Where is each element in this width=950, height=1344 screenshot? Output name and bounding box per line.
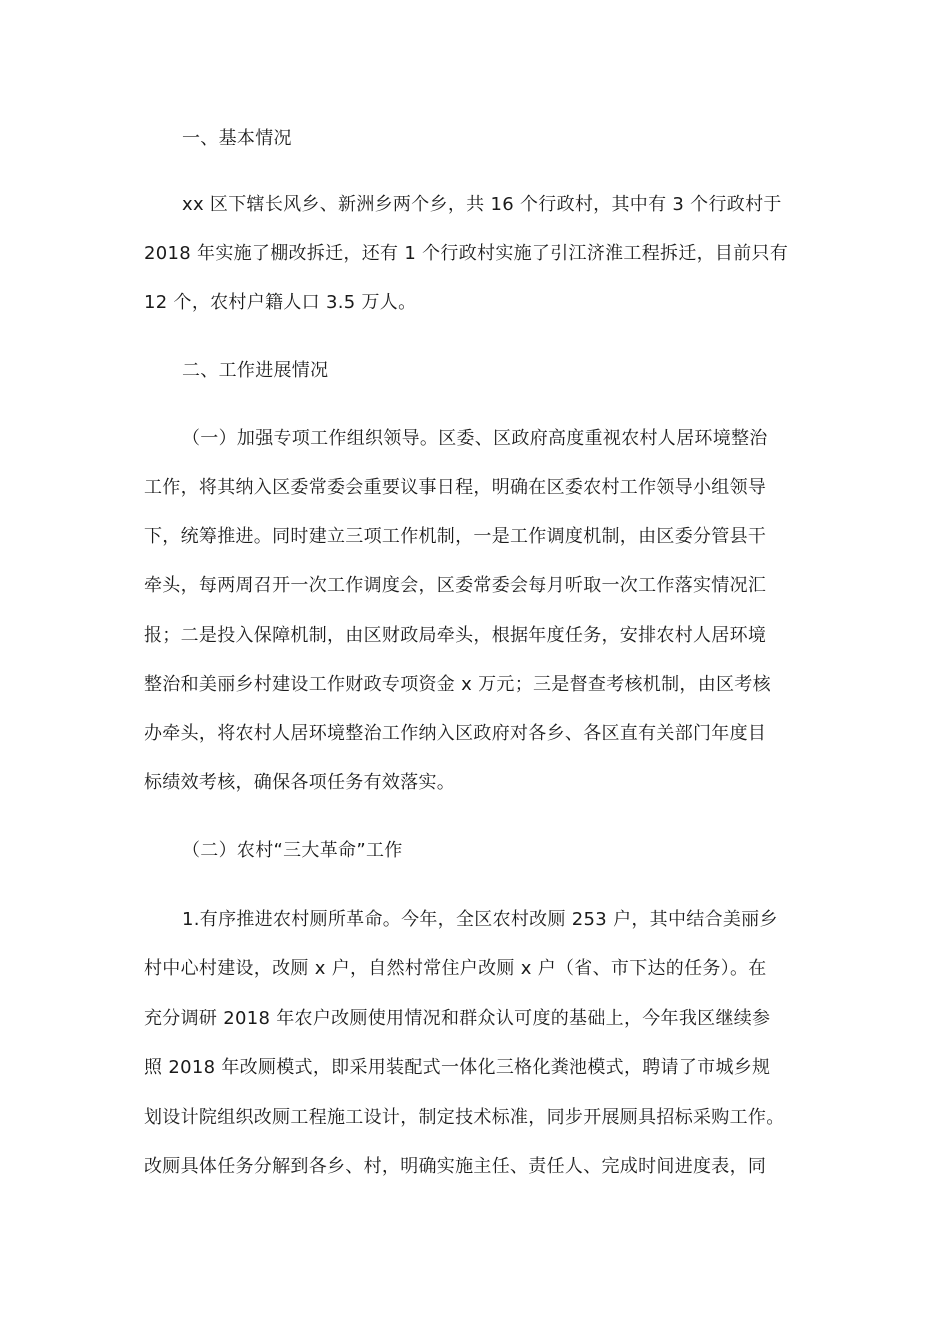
paragraph-line: 报；二是投入保障机制，由区财政局牵头，根据年度任务，安排农村人居环境: [144, 625, 767, 646]
paragraph-line: xx 区下辖长风乡、新洲乡两个乡，共 16 个行政村，其中有 3 个行政村于: [182, 194, 782, 215]
paragraph-line: 照 2018 年改厕模式，即采用装配式一体化三格化粪池模式，聘请了市城乡规: [144, 1057, 771, 1078]
paragraph-line: 下，统筹推进。同时建立三项工作机制，一是工作调度机制，由区委分管县干: [144, 526, 767, 547]
paragraph-line: 整治和美丽乡村建设工作财政专项资金 x 万元；三是督查考核机制，由区考核: [144, 674, 771, 695]
paragraph-line: 充分调研 2018 年农户改厕使用情况和群众认可度的基础上，今年我区继续参: [144, 1008, 771, 1029]
paragraph-line: 1.有序推进农村厕所革命。今年，全区农村改厕 253 户，其中结合美丽乡: [182, 909, 778, 930]
section-heading-progress: 二、工作进展情况: [182, 360, 329, 381]
section-heading-basic: 一、基本情况: [182, 128, 292, 149]
paragraph-line: 划设计院组织改厕工程施工设计，制定技术标准，同步开展厕具招标采购工作。: [144, 1107, 785, 1128]
paragraph-line: 牵头，每两周召开一次工作调度会，区委常委会每月听取一次工作落实情况汇: [144, 575, 767, 596]
paragraph-line: 工作，将其纳入区委常委会重要议事日程，明确在区委农村工作领导小组领导: [144, 477, 767, 498]
paragraph-line: 12 个，农村户籍人口 3.5 万人。: [144, 292, 417, 313]
paragraph-line: 改厕具体任务分解到各乡、村，明确实施主任、责任人、完成时间进度表，同: [144, 1156, 767, 1177]
subsection-heading-three-revolutions: （二）农村“三大革命”工作: [182, 840, 403, 861]
paragraph-line: （一）加强专项工作组织领导。区委、区政府高度重视农村人居环境整治: [182, 428, 768, 449]
paragraph-line: 办牵头，将农村人居环境整治工作纳入区政府对各乡、各区直有关部门年度目: [144, 723, 767, 744]
paragraph-line: 2018 年实施了棚改拆迁，还有 1 个行政村实施了引江济淮工程拆迁，目前只有: [144, 243, 789, 264]
paragraph-line: 村中心村建设，改厕 x 户，自然村常住户改厕 x 户（省、市下达的任务）。在: [144, 958, 767, 979]
paragraph-line: 标绩效考核，确保各项任务有效落实。: [144, 772, 456, 793]
